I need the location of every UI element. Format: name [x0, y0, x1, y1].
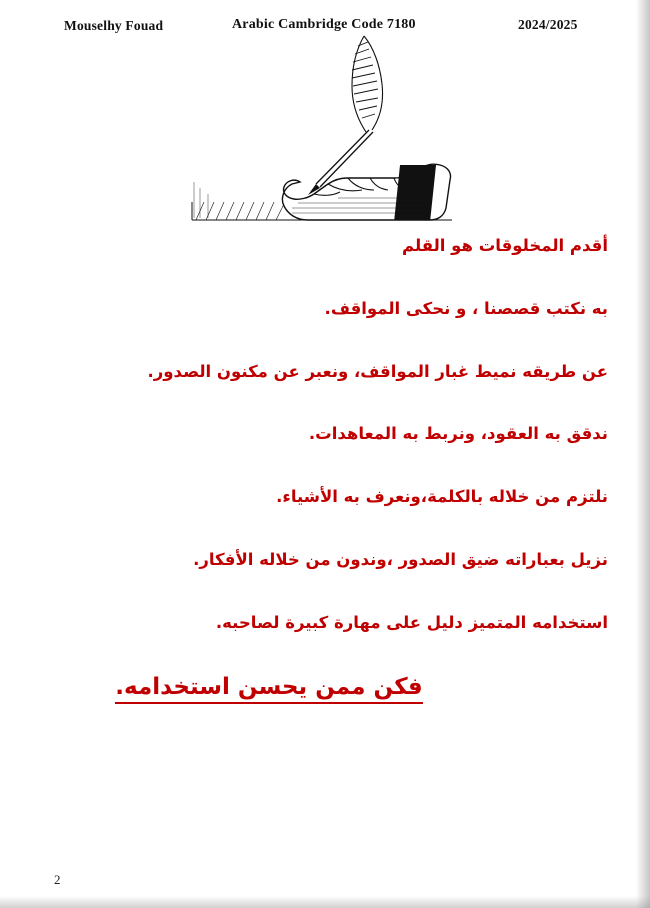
closing-line-text: فكن ممن يحسن استخدامه.: [115, 674, 422, 704]
hand-holding-quill-pen-icon: [188, 32, 456, 222]
body-line-4: ندقق به العقود، ونربط به المعاهدات.: [308, 424, 608, 444]
page-edge-shadow-bottom: [0, 896, 650, 908]
body-line-7: استخدامه المتميز دليل على مهارة كبيرة لصاحبه.: [215, 612, 608, 632]
page-edge-shadow-right: [636, 0, 650, 908]
closing-line: [40, 673, 608, 702]
body-line-3: عن طريقه نميط غبار المواقف، ونعبر عن مكنون الصدور.: [147, 361, 608, 381]
header-author: Mouselhy Fouad: [64, 18, 164, 33]
body-line-6: نزيل بعباراته ضيق الصدور ،وندون من خلاله الأفكار.: [193, 549, 608, 569]
body-line-2: به نكتب قصصنا ، و نحكى المواقف.: [324, 298, 608, 318]
arabic-body-text: [40, 236, 608, 701]
header-subject: Arabic Cambridge Code 7180: [232, 17, 416, 32]
header-year: 2024/2025: [518, 17, 578, 32]
body-line-5: نلتزم من خلاله بالكلمة،ونعرف به الأشياء.: [276, 487, 608, 507]
page-number: 2: [54, 872, 61, 887]
body-line-1: أقدم المخلوقات هو القلم: [402, 236, 608, 255]
